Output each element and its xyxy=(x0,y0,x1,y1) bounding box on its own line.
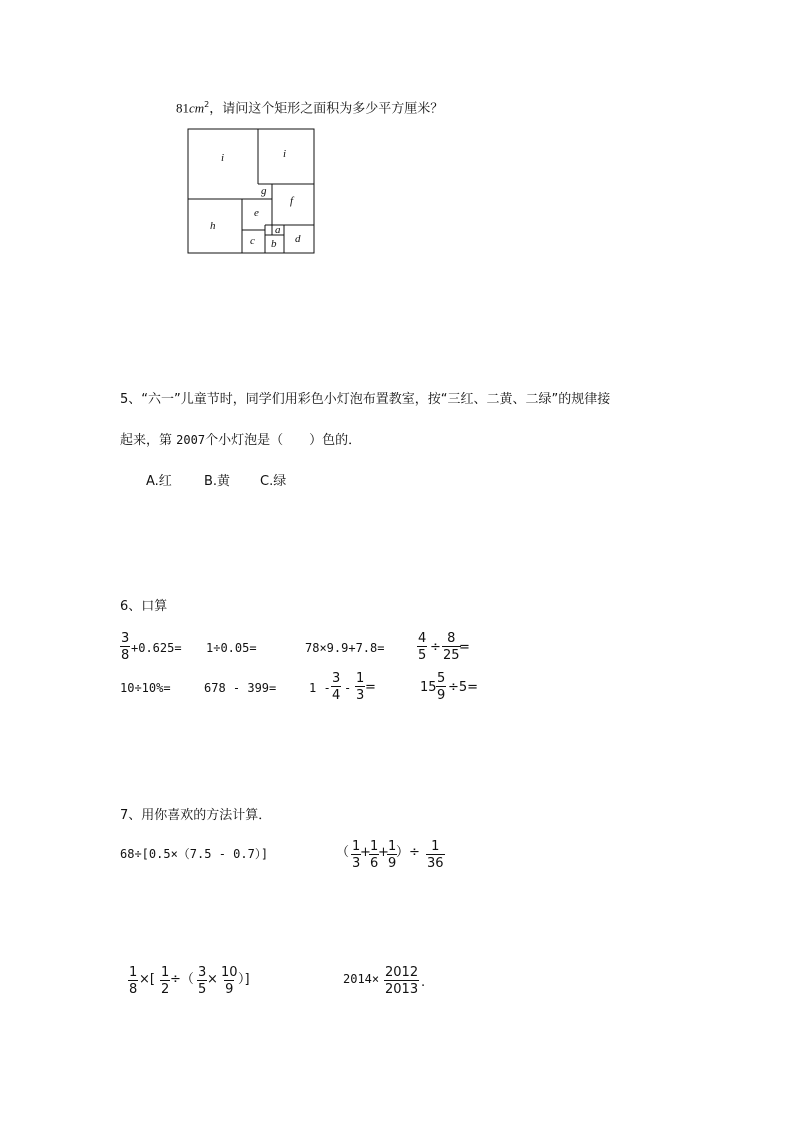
q7-p2-close: ）÷ xyxy=(396,845,420,860)
q7-p2-d3: 9 xyxy=(388,856,397,871)
q6-e4-n1: 4 xyxy=(418,631,427,646)
label-f: f xyxy=(290,195,294,207)
q7-p3-frac4 xyxy=(220,966,239,996)
q5-option-a[interactable]: A.红 xyxy=(146,474,172,489)
q6-e7-frac1 xyxy=(331,672,341,702)
label-c: c xyxy=(250,235,255,247)
q6-e7-eq: = xyxy=(365,680,376,695)
q7-p3-div: ÷（ xyxy=(170,972,194,987)
q6-e7-n1: 3 xyxy=(332,671,341,686)
q7-p2-plus1: + xyxy=(360,845,371,860)
q5-option-c[interactable]: C.绿 xyxy=(260,474,287,489)
q6-e3: 78×9.9+7.8= xyxy=(305,641,385,655)
q6-e8-whole: 15 xyxy=(420,680,437,695)
q7-p3-d1: 8 xyxy=(129,982,138,997)
q6-title: 6、口算 xyxy=(120,599,168,614)
q6-e7-d1: 4 xyxy=(332,688,341,703)
q7-p2-frac4 xyxy=(426,840,445,870)
q7-p4-end: . xyxy=(421,975,426,990)
q6-e4-frac1 xyxy=(417,632,427,662)
q7-p3-close: ）] xyxy=(238,972,250,987)
q4-area-value: 81 xyxy=(176,100,189,116)
label-d: d xyxy=(295,233,301,245)
q6-e4-op: ÷ xyxy=(430,640,441,655)
q6-e4-d2: 25 xyxy=(443,648,460,663)
q7-p3-d4: 9 xyxy=(225,982,234,997)
q6-e8-den: 9 xyxy=(437,688,446,703)
q5-line2-b: 个小灯泡是（ ）色的． xyxy=(205,433,362,448)
q6-e7-lead: 1 - xyxy=(309,681,331,695)
q6-e6: 678 - 399= xyxy=(204,681,277,695)
q6-e7-d2: 3 xyxy=(356,688,365,703)
q6-e4-eq: = xyxy=(459,640,470,655)
q6-e1-num: 3 xyxy=(121,631,130,646)
q6-e4-frac2 xyxy=(442,632,461,662)
q5-line2-a: 起来，第 xyxy=(120,433,173,448)
q7-p3-d3: 5 xyxy=(198,982,207,997)
q6-e7-n2: 1 xyxy=(356,671,365,686)
q7-p2-n1: 1 xyxy=(352,839,361,854)
label-e: e xyxy=(254,207,259,219)
q7-p3-d2: 2 xyxy=(161,982,170,997)
q5-line2 xyxy=(120,434,361,447)
q7-p2-open: （ xyxy=(336,845,350,860)
q7-p4-lead: 2014× xyxy=(343,972,380,986)
q6-e7-frac2 xyxy=(355,672,365,702)
q4-area-sup: 2 xyxy=(204,100,210,109)
q7-p2-plus2: + xyxy=(378,845,389,860)
q6-e2: 1÷0.05= xyxy=(206,641,257,655)
q6-e4-d1: 5 xyxy=(418,648,427,663)
q7-p3-times2: × xyxy=(207,972,218,987)
label-b: b xyxy=(271,238,277,250)
q7-p2-d1: 3 xyxy=(352,856,361,871)
q7-title: 7、用你喜欢的方法计算． xyxy=(120,808,272,823)
q4-question xyxy=(176,101,443,115)
q7-p2-n3: 1 xyxy=(388,839,397,854)
q6-e8-rest: ÷5= xyxy=(448,680,479,695)
q7-p3-n3: 3 xyxy=(198,965,207,980)
q7-p3-n4: 10 xyxy=(221,965,238,980)
q7-p4-num: 2012 xyxy=(385,965,419,980)
q7-p2-d2: 6 xyxy=(370,856,379,871)
q6-e4-n2: 8 xyxy=(447,631,456,646)
q6-e1-rest: +0.625= xyxy=(131,641,182,655)
label-g: g xyxy=(261,185,267,197)
label-i-left: i xyxy=(221,152,225,164)
label-h: h xyxy=(210,220,216,232)
q7-p3-n1: 1 xyxy=(129,965,138,980)
q7-p4-frac xyxy=(384,966,419,996)
label-a: a xyxy=(275,224,281,236)
q7-p3-frac1 xyxy=(128,966,138,996)
q4-question-text: ，请问这个矩形之面积为多少平方厘米？ xyxy=(209,101,444,117)
q7-p3-frac3 xyxy=(197,966,207,996)
q5-option-b[interactable]: B.黄 xyxy=(204,474,231,489)
q5-line2-num: 2007 xyxy=(176,433,206,447)
q7-p2-n2: 1 xyxy=(370,839,379,854)
q6-e7-op: - xyxy=(344,681,352,695)
q6-e8-num: 5 xyxy=(437,671,446,686)
q7-p1: 68÷[0.5×（7.5 - 0.7）] xyxy=(120,847,269,861)
q6-e5: 10÷10%= xyxy=(120,681,171,695)
q7-p3-times: ×[ xyxy=(139,972,155,987)
q4-area-unit: cm xyxy=(189,100,205,116)
q7-p3-frac2 xyxy=(160,966,170,996)
q6-e1-fraction xyxy=(120,632,130,662)
q7-p4-den: 2013 xyxy=(385,982,419,997)
q5-line1: 5、“六一”儿童节时，同学们用彩色小灯泡布置教室，按“三红、二黄、二绿”的规律接 xyxy=(120,392,611,407)
q7-p2-d4: 36 xyxy=(427,856,444,871)
rectangle-diagram-svg xyxy=(187,128,317,256)
q7-p2-n4: 1 xyxy=(431,839,440,854)
rectangle-diagram xyxy=(187,128,317,260)
q6-e8-frac xyxy=(436,672,446,702)
label-i-right: i xyxy=(283,148,287,160)
q6-e1-den: 8 xyxy=(121,648,130,663)
q7-p3-n2: 1 xyxy=(161,965,170,980)
